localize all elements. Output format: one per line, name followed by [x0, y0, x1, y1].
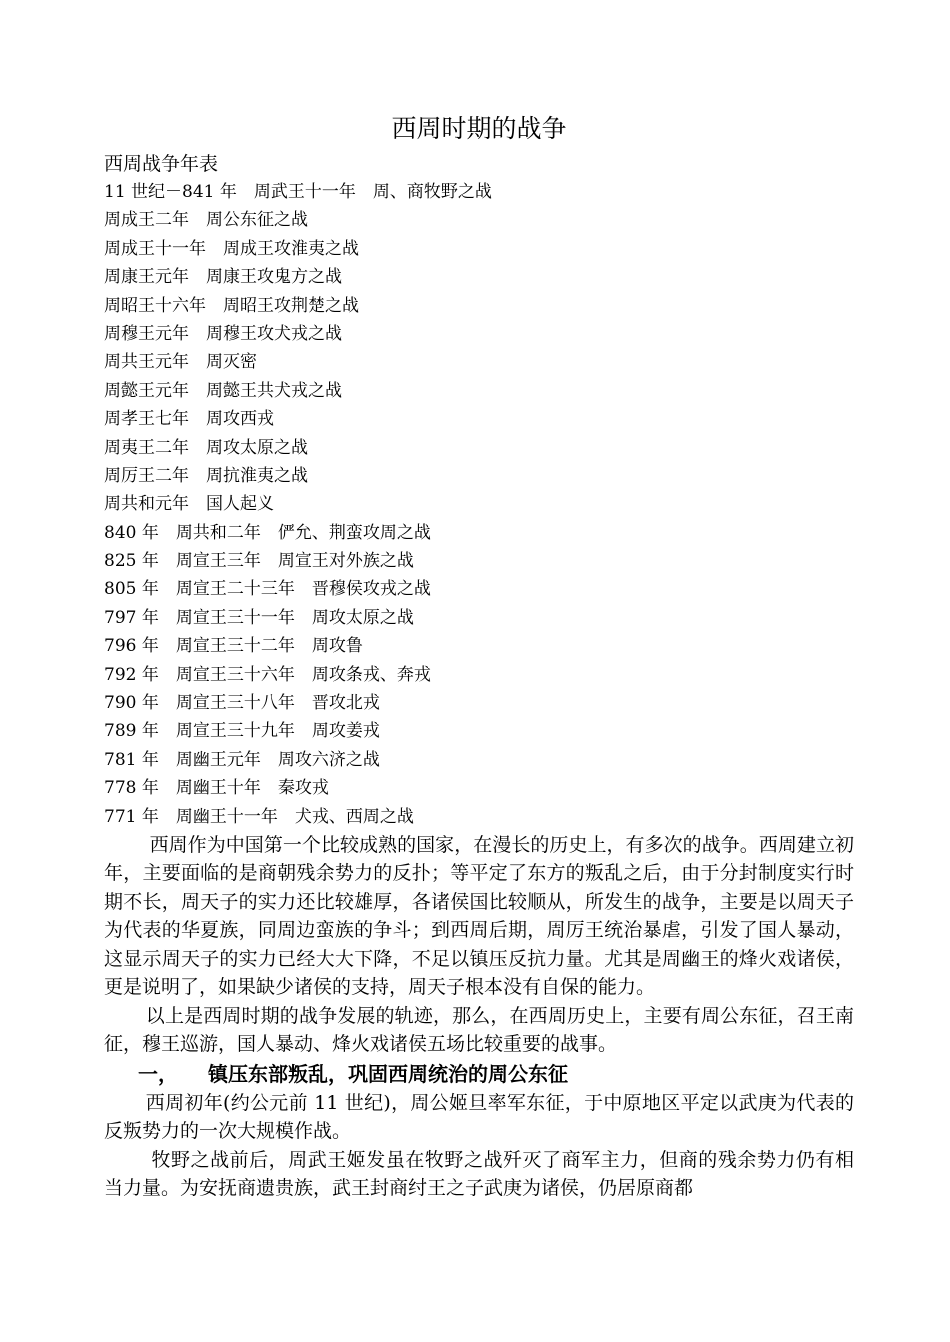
- timeline-entry: 792 年 周宣王三十六年 周攻条戎、奔戎: [104, 664, 431, 685]
- timeline-entry: 11 世纪－841 年 周武王十一年 周、商牧野之战: [104, 182, 492, 202]
- timeline-entry: 781 年 周幽王元年 周攻六济之战: [104, 749, 380, 770]
- body-paragraph-overview: 西周作为中国第一个比较成熟的国家，在漫长的历史上，有多次的战争。西周建立初年，主要面临的是商朝残余势力的反扑；等平定了东方的叛乱之后，由于分封制度实行时期不长，周天子的实力还比较雄厚，各诸侯国比较顺从，所发生的战争，主要是以周天子为代表的华夏族，同周边蛮族的争斗；到西周后期，周厉王统治暴虐，引发了国人暴动，这显示周天子的实力已经大大下降，不足以镇压反抗力量。尤其是周幽王的烽火戏诸侯，更是说明了，如果缺少诸侯的支持，周天子根本没有自保的能力。: [104, 833, 854, 999]
- war-timeline: [104, 178, 854, 831]
- timeline-entry: 周共和元年 国人起义: [104, 494, 274, 515]
- timeline-entry: 778 年 周幽王十年 秦攻戎: [104, 778, 329, 799]
- timeline-entry: 周成王十一年 周成王攻淮夷之战: [104, 238, 359, 259]
- timeline-entry: 789 年 周宣王三十九年 周攻姜戎: [104, 721, 380, 742]
- timeline-entry: 771 年 周幽王十一年 犬戎、西周之战: [104, 806, 414, 827]
- body-paragraph-east-campaign: 西周初年(约公元前 11 世纪)，周公姬旦率军东征，于中原地区平定以武庚为代表的反叛势力的一次大规模作战。: [104, 1091, 854, 1143]
- timeline-entry: 805 年 周宣王二十三年 晋穆侯攻戎之战: [104, 579, 431, 600]
- timeline-entry: 790 年 周宣王三十八年 晋攻北戎: [104, 693, 380, 714]
- timeline-entry: 周厉王二年 周抗淮夷之战: [104, 465, 308, 486]
- timeline-entry: 周昭王十六年 周昭王攻荆楚之战: [104, 295, 359, 316]
- timeline-entry: 周共王元年 周灭密: [104, 352, 257, 373]
- timeline-entry: 825 年 周宣王三年 周宣王对外族之战: [104, 551, 414, 572]
- timeline-entry: 周懿王元年 周懿王共犬戎之战: [104, 380, 342, 401]
- document-title: 西周时期的战争: [391, 114, 567, 143]
- timeline-entry: 840 年 周共和二年 俨允、荆蛮攻周之战: [104, 522, 431, 543]
- timeline-entry: 周穆王元年 周穆王攻犬戎之战: [104, 323, 342, 344]
- timeline-entry: 周夷王二年 周攻太原之战: [104, 437, 308, 458]
- document-page: [104, 108, 854, 1203]
- timeline-subtitle: 西周战争年表: [104, 153, 219, 175]
- section-heading-1: 一， 镇压东部叛乱，巩固西周统治的周公东征: [138, 1061, 568, 1086]
- timeline-entry: 796 年 周宣王三十二年 周攻鲁: [104, 636, 363, 657]
- body-paragraph-muye: 牧野之战前后，周武王姬发虽在牧野之战歼灭了商军主力，但商的残余势力仍有相当力量。为安抚商遗贵族，武王封商纣王之子武庚为诸侯，仍居原商都: [104, 1148, 854, 1200]
- timeline-entry: 797 年 周宣王三十一年 周攻太原之战: [104, 607, 414, 628]
- timeline-entry: 周孝王七年 周攻西戎: [104, 409, 274, 430]
- timeline-entry: 周康王元年 周康王攻鬼方之战: [104, 267, 342, 288]
- body-paragraph-summary: 以上是西周时期的战争发展的轨迹，那么，在西周历史上，主要有周公东征，召王南征，穆王巡游，国人暴动、烽火戏诸侯五场比较重要的战事。: [104, 1004, 854, 1056]
- timeline-entry: 周成王二年 周公东征之战: [104, 210, 308, 231]
